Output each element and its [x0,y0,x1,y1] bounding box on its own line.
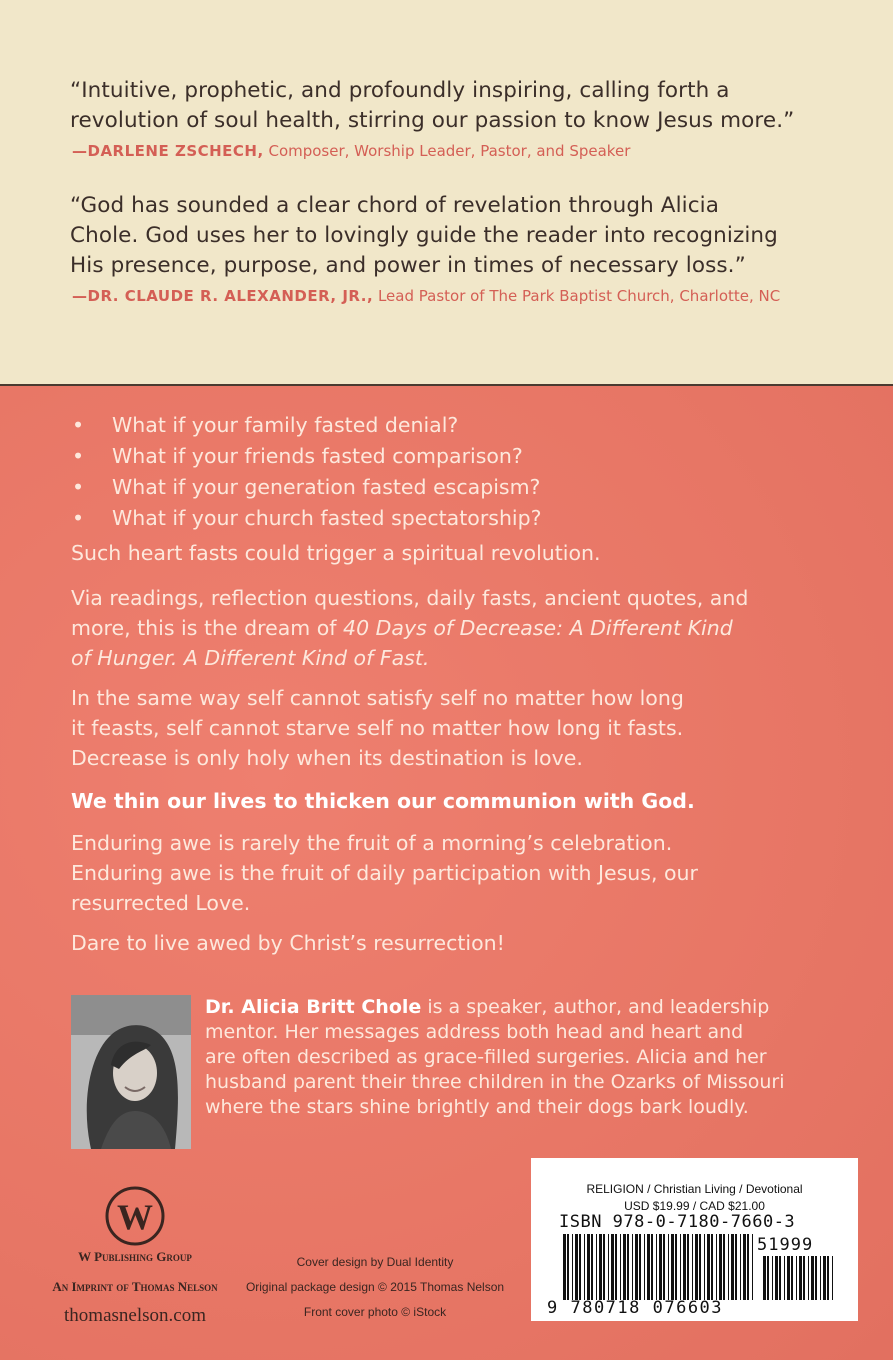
bullet-icon: • [72,413,85,437]
endorsement-quote-1 [70,76,860,136]
endorsement-attribution-2 [72,287,882,305]
quote-line: His presence, purpose, and power in times of necessary loss.” [70,253,746,278]
publisher-name: W Publishing Group [78,1249,192,1264]
publisher-website: thomasnelson.com [64,1305,206,1326]
question-list [72,410,542,534]
list-item-text: What if your friends fasted comparison? [112,444,523,468]
ean-digits: 9 780718 076603 [547,1298,724,1318]
list-item-text: What if your church fasted spectatorship? [112,506,542,530]
cover-credits [230,1250,520,1325]
endorsement-quote-2 [70,191,860,281]
bio-text: is a speaker, author, and leadership [421,996,770,1018]
endorser-name: —DARLENE ZSCHECH, [72,142,264,160]
barcode-icon [531,1158,858,1321]
quote-line: “Intuitive, prophetic, and profoundly inspiring, calling forth a [70,78,730,103]
paragraph-2 [71,583,851,673]
endorsement-attribution-1 [72,142,882,160]
bullet-icon: • [72,475,85,499]
barcode-label [531,1158,858,1321]
bio-line: are often described as grace-filled surgeries. Alicia and her [205,1046,767,1068]
paragraph-text: more, this is the dream of [71,616,344,640]
author-name: Dr. Alicia Britt Chole [205,996,422,1018]
publisher-imprint: An Imprint of Thomas Nelson [52,1279,218,1294]
author-photo [71,995,191,1149]
paragraph-4-emphasis: We thin our lives to thicken our communion with God. [71,789,695,813]
list-item [72,441,542,472]
publisher-logo-icon [100,1185,170,1247]
book-subtitle: of Hunger. A Different Kind of Fast. [71,646,430,670]
paragraph-line: resurrected Love. [71,891,251,915]
paragraph-6: Dare to live awed by Christ’s resurrection! [71,931,505,955]
bio-line: husband parent their three children in the Ozarks of Missouri [205,1071,785,1093]
paragraph-line: it feasts, self cannot starve self no matter how long it fasts. [71,716,684,740]
publisher-block [30,1185,240,1327]
bio-line: where the stars shine brightly and their dogs bark loudly. [205,1096,749,1118]
svg-text:W: W [117,1197,153,1237]
bullet-icon: • [72,506,85,530]
quote-line: revolution of soul health, stirring our passion to know Jesus more.” [70,108,795,133]
credit-line: Cover design by Dual Identity [296,1255,454,1269]
credit-line: Original package design © 2015 Thomas Nelson [245,1280,505,1294]
list-item-text: What if your family fasted denial? [112,413,459,437]
endorser-role: Composer, Worship Leader, Pastor, and Speaker [268,142,631,160]
bio-line [205,995,855,1020]
endorser-role: Lead Pastor of The Park Baptist Church, Charlotte, NC [377,287,781,305]
paragraph-3 [71,683,851,773]
price-label: USD $19.99 / CAD $21.00 [624,1199,765,1213]
paragraph-line: In the same way self cannot satisfy self no matter how long [71,686,684,710]
paragraph-line [71,613,851,643]
isbn-label: ISBN 978-0-7180-7660-3 [559,1212,796,1232]
quote-line: Chole. God uses her to lovingly guide the reader into recognizing [70,223,778,248]
paragraph-line: Enduring awe is rarely the fruit of a morning’s celebration. [71,831,673,855]
paragraph-line: Decrease is only holy when its destination is love. [71,746,583,770]
paragraph-line: Via readings, reflection questions, daily fasts, ancient quotes, and [71,586,749,610]
bullet-icon: • [72,444,85,468]
bio-line: mentor. Her messages address both head and heart and [205,1021,744,1043]
list-item [72,410,542,441]
paragraph-line [71,643,851,673]
paragraph-line: Enduring awe is the fruit of daily participation with Jesus, our [71,861,698,885]
bisac-category: RELIGION / Christian Living / Devotional [586,1182,803,1196]
list-item [72,503,542,534]
endorser-name: —DR. CLAUDE R. ALEXANDER, JR., [72,287,374,305]
list-item [72,472,542,503]
price-addon-code: 51999 [757,1235,814,1255]
book-title: 40 Days of Decrease: A Different Kind [343,616,733,640]
author-bio [205,995,855,1120]
credit-line: Front cover photo © iStock [303,1305,447,1319]
quote-line: “God has sounded a clear chord of revelation through Alicia [70,193,719,218]
list-item-text: What if your generation fasted escapism? [112,475,541,499]
paragraph-1: Such heart fasts could trigger a spiritual revolution. [71,541,601,565]
paragraph-5 [71,828,851,918]
